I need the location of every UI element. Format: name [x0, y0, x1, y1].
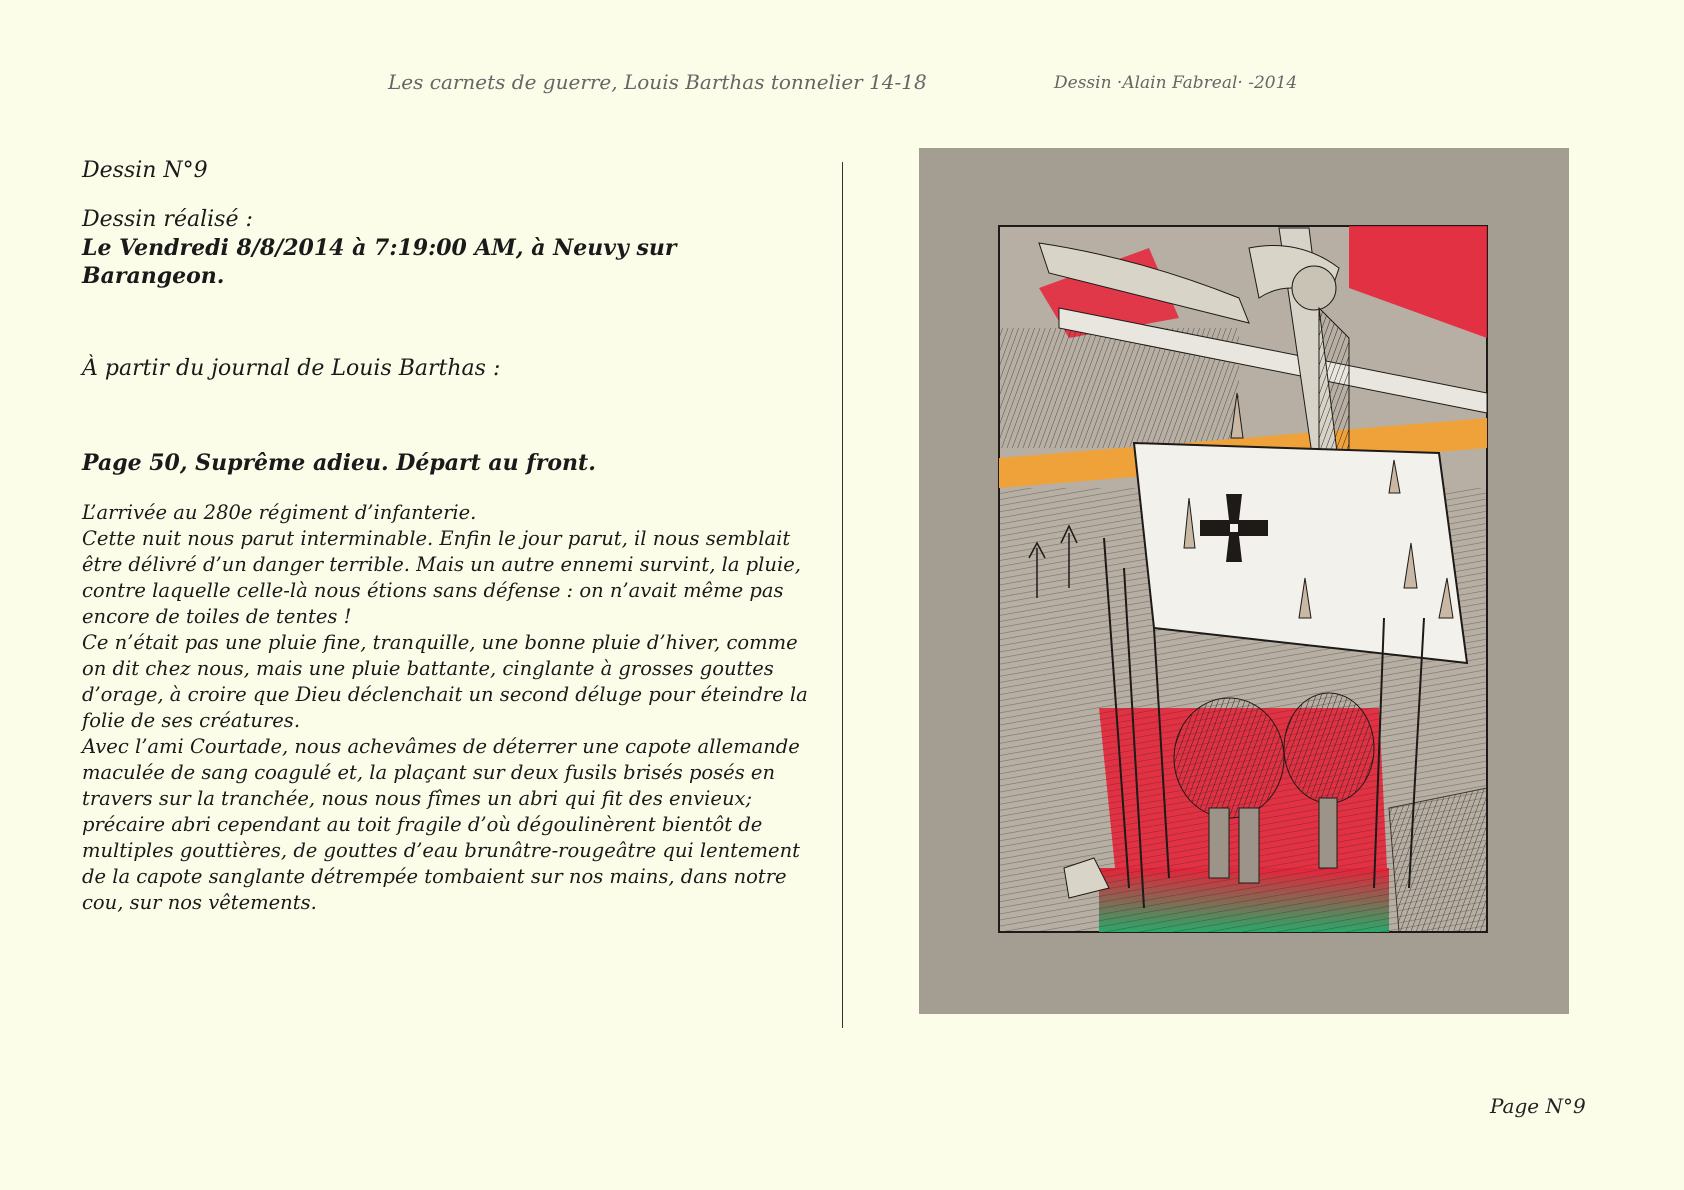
excerpt-paragraph: Avec l’ami Courtade, nous achevâmes de déterrer une capote allemande maculée de sang coagulé et, la plaçant sur deux fusils brisés posés en travers sur la tranchée, nous nous fîmes un abri qui fit des envieux; précaire abri cependant au toit fragile d’où dégoulinèrent bientôt de multiples gouttières, de gouttes d’eau brunâtre-rougeâtre qui lentement de la capote sanglante détrempée tombaient sur nos mains, dans notre cou, sur nos vêtements. — [82, 735, 800, 914]
illustrator-credit: Dessin ·Alain Fabreal· -2014 — [1054, 73, 1298, 93]
illustration-drawing — [919, 148, 1569, 1014]
made-date: Le Vendredi 8/8/2014 à 7:19:00 AM, à Neuvy sur Barangeon. — [82, 235, 677, 289]
page-number: Page N°9 — [1490, 1094, 1586, 1118]
source-line: À partir du journal de Louis Barthas : — [82, 356, 501, 381]
made-label: Dessin réalisé : — [82, 207, 253, 232]
illustration — [919, 148, 1569, 1014]
excerpt-paragraph: Cette nuit nous parut interminable. Enfin le jour parut, il nous semblait être délivré d’un danger terrible. Mais un autre ennemi survint, la pluie, contre laquelle celle-là nous étions sans défense : on n’avait même pas encore de toiles de tentes ! — [82, 527, 801, 628]
column-divider — [842, 162, 843, 1028]
journal-excerpt — [82, 500, 822, 916]
entry-column — [82, 156, 822, 916]
excerpt-paragraph: Ce n’était pas une pluie fine, tranquille, une bonne pluie d’hiver, comme on dit chez nous, mais une pluie battante, cinglante à grosses gouttes d’orage, à croire que Dieu déclenchait un second déluge pour éteindre la folie de ses créatures. — [82, 631, 808, 732]
drawing-number: Dessin N°9 — [82, 158, 208, 183]
book-title: Les carnets de guerre, Louis Barthas tonnelier 14-18 — [388, 70, 927, 94]
journal-page-title: Page 50, Suprême adieu. Départ au front. — [82, 450, 596, 476]
excerpt-paragraph: L’arrivée au 280e régiment d’infanterie. — [82, 501, 477, 524]
